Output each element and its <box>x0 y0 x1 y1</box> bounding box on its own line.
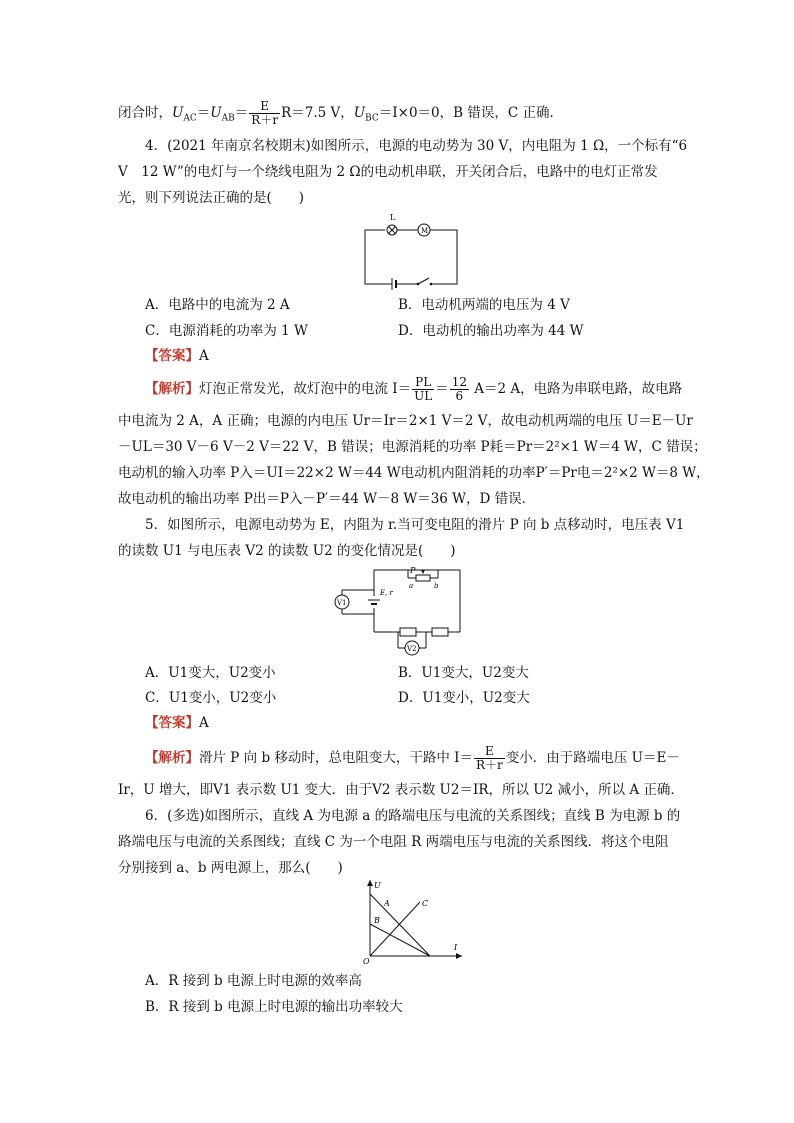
lamp-label: L <box>390 213 396 222</box>
q5-stem-line2: 的读数 U1 与电压表 V2 的读数 U2 的变化情况是( ) <box>118 543 456 559</box>
motor-label: M <box>421 227 429 235</box>
q5-analysis-line2: Ir，U 增大，即V1 表示数 U1 变大．由于V2 表示数 U2＝IR，所以 U2 减小，所以 A 正确． <box>118 782 684 798</box>
q5-choice-c: C．U1变小，U2变小 <box>145 690 277 706</box>
voltmeter-v2-label: V2 <box>407 645 417 653</box>
q5-stem-line1: 5．如图所示，电源电动势为 E，内阻为 r.当可变电阻的滑片 P 向 b 点移动时，电压表 V1 <box>145 517 685 533</box>
line-b-label: B <box>374 916 380 925</box>
q6-choice-b: B．R 接到 b 电源上时电源的输出功率较大 <box>145 999 403 1015</box>
q6-stem-line2: 路端电压与电流的关系图线；直线 C 为一个电阻 R 两端电压与电流的关系图线．将这个电阻 <box>118 834 669 850</box>
q5-choice-a: A．U1变大，U2变小 <box>145 665 276 681</box>
q6-ui-graph <box>358 876 468 966</box>
q5-choice-d: D．U1变小，U2变大 <box>398 690 530 706</box>
slider-p-label: P <box>410 566 416 575</box>
q4-choice-b: B．电动机两端的电压为 4 V <box>398 297 570 313</box>
line-c <box>370 902 420 956</box>
q4-stem-line3: 光，则下列说法正确的是( ) <box>118 190 305 206</box>
origin-label: O <box>363 957 370 966</box>
fraction-e-over-r: $\frac{E}{R+r}$ <box>251 99 279 127</box>
axis-i-label: I <box>454 943 458 952</box>
q6-stem-line3: 分别接到 a、b 两电源上，那么( ) <box>118 860 343 876</box>
q4-choice-c: C．电源消耗的功率为 1 W <box>145 323 308 339</box>
q4-stem-line1: 4．(2021 年南京名校期末)如图所示，电源的电动势为 30 V，内电阻为 1 Ω，一个标有“6 <box>145 138 688 154</box>
line-a-label: A <box>384 899 390 908</box>
slider-a-label: a <box>409 582 414 590</box>
q5-choice-b: B．U1变大，U2变大 <box>398 665 529 681</box>
q4-circuit-diagram <box>355 210 465 292</box>
axis-u-label: U <box>374 881 381 890</box>
q4-analysis-line4: 电动机的输入功率 P入＝UI＝22×2 W＝44 W电动机内阻消耗的功率P′＝Pr电＝2²×2 W＝8 W， <box>118 465 710 481</box>
voltmeter-v1-label: V1 <box>337 599 347 607</box>
q4-choice-a: A．电路中的电流为 2 A <box>145 297 290 313</box>
line-c-label: C <box>422 899 429 908</box>
q4-answer: 【答案】A <box>145 348 209 364</box>
q4-choice-d: D．电动机的输出功率为 44 W <box>398 323 584 339</box>
q6-stem-line1: 6．(多选)如图所示，直线 A 为电源 a 的路端电压与电流的关系图线；直线 B 为电源 b 的 <box>145 808 681 824</box>
source-er-label: E, r <box>380 589 393 597</box>
line-b <box>370 924 430 956</box>
q4-analysis-line1: 【解析】灯泡正常发光，故灯泡中的电流 I＝ $\frac{PL}{UL}$ ＝ $\frac{12}{6}$ A＝2 A，电路为串联电路，故电路 <box>145 375 683 403</box>
slider-b-label: b <box>434 582 439 590</box>
q5-analysis-line1: 【解析】滑片 P 向 b 移动时，总电阻变大，干路中 I＝ $\frac{E}{R+r}$ 变小．由于路端电压 U＝E－ <box>145 744 680 772</box>
q6-choice-a: A．R 接到 b 电源上时电源的效率高 <box>145 973 362 989</box>
q5-circuit-diagram <box>328 562 468 662</box>
q4-analysis-line3: －UL＝30 V－6 V－2 V＝22 V，B 错误；电源消耗的功率 P耗＝Pr＝2²×1 W＝4 W，C 错误； <box>118 439 707 455</box>
prev-answer-line: 闭合时，$U_{AC}=U_{AB}=$ $\frac{E}{R+r}$ R＝7.5 V，$U_{BC}=I\times 0=0$，B 错误，C 正确． <box>118 99 563 127</box>
q4-analysis-line2: 中电流为 2 A，A 正确；电源的内电压 Ur＝Ir＝2×1 V＝2 V，故电动机两端的电压 U＝E－Ur <box>118 413 693 429</box>
q4-stem-line2: V 12 W”的电灯与一个绕线电阻为 2 Ω的电动机串联，开关闭合后，电路中的电灯正常发 <box>118 164 658 180</box>
q5-answer: 【答案】A <box>145 715 209 731</box>
q4-analysis-line5: 故电动机的输出功率 P出＝P入－P′＝44 W－8 W＝36 W，D 错误． <box>118 491 536 507</box>
